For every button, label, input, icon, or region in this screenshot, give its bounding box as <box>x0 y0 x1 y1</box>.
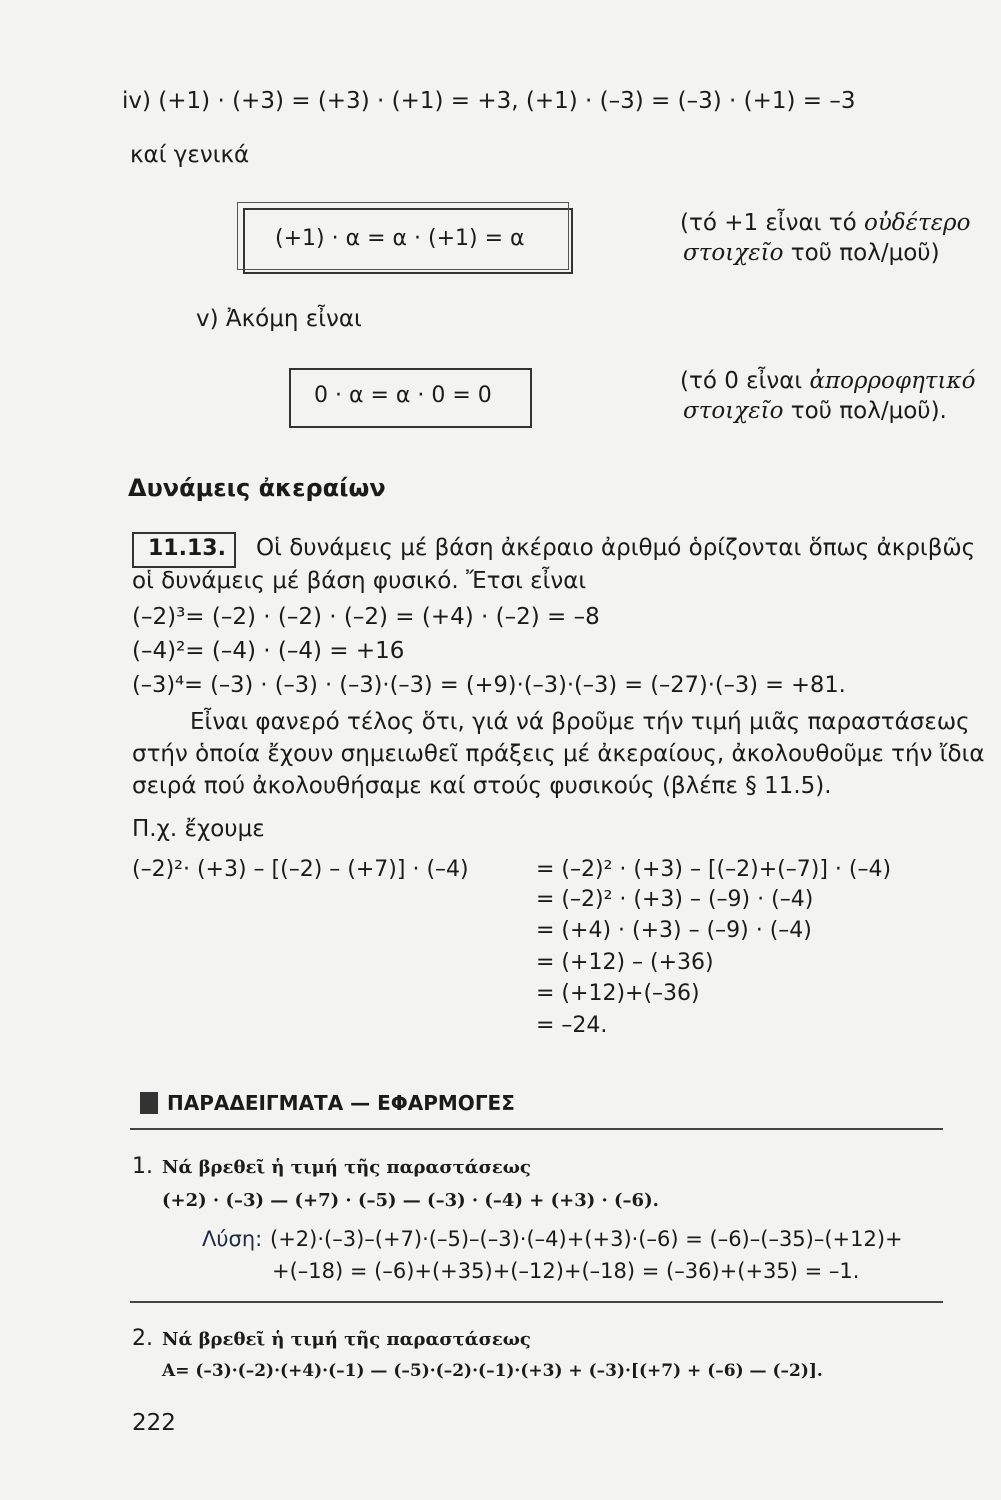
solution-line2: +(–18) = (–6)+(+35)+(–12)+(–18) = (–36)+(+35) = –1. <box>272 1259 860 1283</box>
example-step-3: = (+12) – (+36) <box>536 950 714 975</box>
example-step-5: = –24. <box>536 1013 608 1038</box>
paragraph2-line1: Εἶναι φανερό τέλος ὅτι, γιά νά βροῦμε τήν τιμή μιᾶς παραστάσεως <box>190 709 970 735</box>
paragraph1-line2: οἱ δυνάμεις μέ βάση φυσικό. Ἔτσι εἶναι <box>132 568 587 594</box>
text-v: v) Ἀκόμη εἶναι <box>196 306 362 332</box>
paragraph2-line3: σειρά πού ἀκολουθήσαμε καί στούς φυσικούς (βλέπε § 11.5). <box>132 773 832 799</box>
equation-iv: iv) (+1) · (+3) = (+3) · (+1) = +3, (+1) · (–3) = (–3) · (+1) = –3 <box>122 88 856 114</box>
power-eq-2: (–4)²= (–4) · (–4) = +16 <box>132 638 405 664</box>
identity-formula: (+1) · α = α · (+1) = α <box>275 226 525 251</box>
paragraph1-line1: Οἱ δυνάμεις μέ βάση ἀκέραιο ἀριθμό ὁρίζονται ὅπως ἀκριβῶς <box>256 535 976 561</box>
text-kai-genika: καί γενικά <box>130 142 250 168</box>
zero-formula: 0 · α = α · 0 = 0 <box>314 383 492 408</box>
section-number: 11.13. <box>148 536 226 561</box>
exercise1-text: Νά βρεθεῖ ἡ τιμή τῆς παραστάσεως <box>162 1157 531 1178</box>
exercise1-number: 1. <box>132 1154 153 1179</box>
exercise1-expression: (+2) · (–3) — (+7) · (–5) — (–3) · (–4) + (+3) · (–6). <box>162 1190 659 1211</box>
example-step-1: = (–2)² · (+3) – (–9) · (–4) <box>536 887 814 912</box>
note-neutral-line2: στοιχεῖο τοῦ πολ/μοῦ) <box>683 240 940 266</box>
solution-line1: (+2)·(–3)–(+7)·(–5)–(–3)·(–4)+(+3)·(–6) = (–6)–(–35)–(+12)+ <box>270 1227 903 1251</box>
note-absorbing-line1: (τό 0 εἶναι ἀπορροφητικό <box>680 368 976 394</box>
divider-top <box>130 1128 943 1130</box>
example-step-0: = (–2)² · (+3) – [(–2)+(–7)] · (–4) <box>536 857 892 882</box>
note-absorbing-line2: στοιχεῖο τοῦ πολ/μοῦ). <box>683 398 947 424</box>
exercise2-expression: A= (–3)·(–2)·(+4)·(–1) — (–5)·(–2)·(–1)·(+3) + (–3)·[(+7) + (–6) — (–2)]. <box>162 1361 823 1381</box>
solution-label: Λύση: <box>202 1227 263 1251</box>
power-eq-3: (–3)⁴= (–3) · (–3) · (–3)·(–3) = (+9)·(–3)·(–3) = (–27)·(–3) = +81. <box>132 672 846 698</box>
examples-title: ΠΑΡΑΔΕΙΓΜΑΤΑ — ΕΦΑΡΜΟΓΕΣ <box>167 1091 515 1115</box>
example-intro: Π.χ. ἔχουμε <box>132 816 265 842</box>
power-eq-1: (–2)³= (–2) · (–2) · (–2) = (+4) · (–2) = –8 <box>132 604 600 630</box>
page-number: 222 <box>132 1410 176 1436</box>
divider-middle <box>130 1301 943 1303</box>
note-neutral-line1: (τό +1 εἶναι τό οὐδέτερο <box>680 210 971 236</box>
section-title: Δυνάμεις ἀκεραίων <box>128 474 386 502</box>
paragraph2-line2: στήν ὁποία ἔχουν σημειωθεῖ πράξεις μέ ἀκεραίους, ἀκολουθοῦμε τήν ἴδια <box>132 741 985 767</box>
exercise2-text: Νά βρεθεῖ ἡ τιμή τῆς παραστάσεως <box>162 1329 531 1350</box>
example-step-2: = (+4) · (+3) – (–9) · (–4) <box>536 918 812 943</box>
example-step-4: = (+12)+(–36) <box>536 981 700 1006</box>
section-marker-square <box>140 1092 158 1114</box>
example-left-side: (–2)²· (+3) – [(–2) – (+7)] · (–4) <box>132 857 469 882</box>
exercise2-number: 2. <box>132 1326 153 1351</box>
